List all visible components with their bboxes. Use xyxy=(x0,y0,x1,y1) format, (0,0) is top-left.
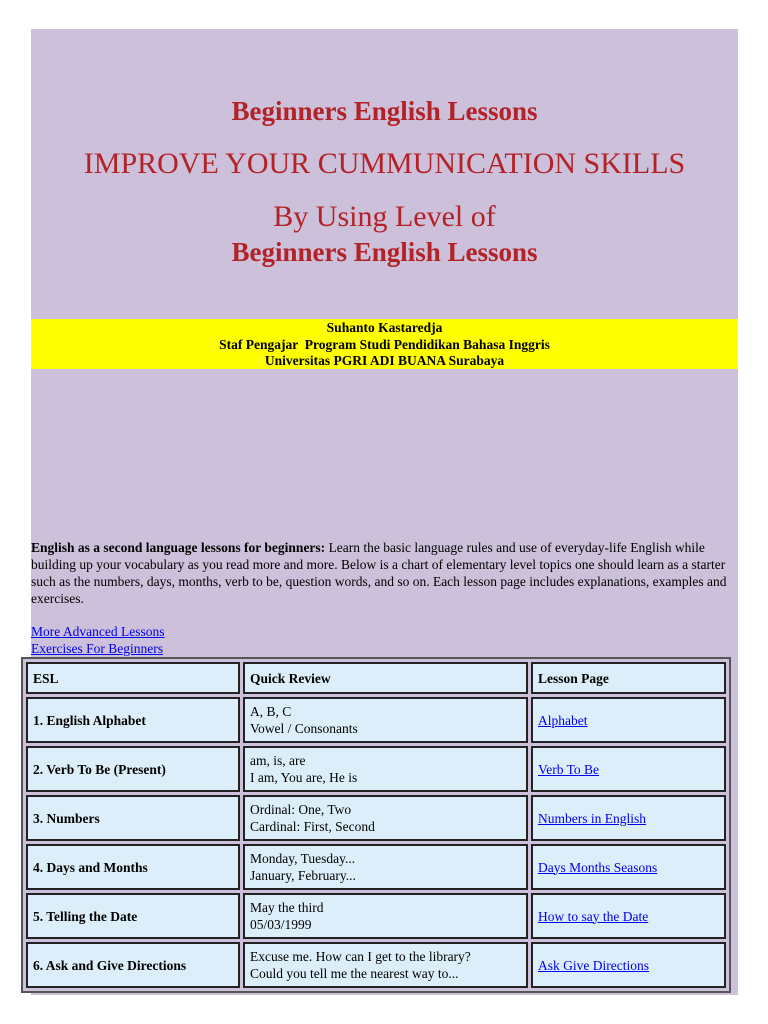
exercises-link[interactable]: Exercises For Beginners xyxy=(31,641,163,656)
lesson-link-numbers[interactable]: Numbers in English xyxy=(538,810,646,826)
review-line: Ordinal: One, Two xyxy=(250,802,352,817)
review-line: 05/03/1999 xyxy=(250,917,312,932)
review-line: Excuse me. How can I get to the library? xyxy=(250,949,471,964)
review-line: Monday, Tuesday... xyxy=(250,851,356,866)
author-university: Universitas PGRI ADI BUANA Surabaya xyxy=(264,353,505,368)
lesson-page-cell xyxy=(531,795,726,841)
lesson-page-cell xyxy=(531,746,726,792)
esl-cell: 4. Days and Months xyxy=(26,844,240,890)
lesson-page-cell xyxy=(531,942,726,988)
table-row xyxy=(26,942,726,988)
title-line-3: By Using Level of xyxy=(273,200,496,233)
esl-cell: 1. English Alphabet xyxy=(26,697,240,743)
title-line-1: Beginners English Lessons xyxy=(231,96,538,126)
table-row xyxy=(26,795,726,841)
lesson-links xyxy=(31,623,164,657)
quick-review-cell xyxy=(243,697,528,743)
quick-review-cell xyxy=(243,942,528,988)
author-name: Suhanto Kastaredja xyxy=(326,320,443,335)
document-page xyxy=(31,29,738,995)
esl-cell: 3. Numbers xyxy=(26,795,240,841)
author-position: Staf Pengajar Program Studi Pendidikan Bahasa Inggris xyxy=(219,336,550,352)
header-esl: ESL xyxy=(26,662,240,694)
quick-review-cell xyxy=(243,893,528,939)
quick-review-cell xyxy=(243,795,528,841)
title-line-4: Beginners English Lessons xyxy=(231,237,538,267)
table-row xyxy=(26,746,726,792)
author-band xyxy=(31,319,738,369)
lessons-table xyxy=(21,657,731,993)
lesson-page-cell xyxy=(531,697,726,743)
review-line: January, February... xyxy=(250,868,356,883)
table-row xyxy=(26,844,726,890)
table-header-row xyxy=(26,662,726,694)
lesson-link-directions[interactable]: Ask Give Directions xyxy=(538,957,649,973)
intro-lead: English as a second language lessons for beginners: xyxy=(31,540,326,555)
lesson-link-date[interactable]: How to say the Date xyxy=(538,908,649,924)
table-row xyxy=(26,893,726,939)
title-line-2: IMPROVE YOUR CUMMUNICATION SKILLS xyxy=(83,147,686,180)
lesson-link-verb-to-be[interactable]: Verb To Be xyxy=(538,761,600,777)
review-line: I am, You are, He is xyxy=(250,770,358,785)
esl-cell: 2. Verb To Be (Present) xyxy=(26,746,240,792)
esl-cell: 6. Ask and Give Directions xyxy=(26,942,240,988)
lesson-link-days-months[interactable]: Days Months Seasons xyxy=(538,859,658,875)
review-line: Vowel / Consonants xyxy=(250,721,358,736)
lesson-link-alphabet[interactable]: Alphabet xyxy=(538,712,588,728)
review-line: May the third xyxy=(250,900,324,915)
advanced-lessons-link[interactable]: More Advanced Lessons xyxy=(31,624,165,639)
review-line: A, B, C xyxy=(250,704,292,719)
review-line: Could you tell me the nearest way to... xyxy=(250,966,459,981)
lesson-page-cell xyxy=(531,844,726,890)
lesson-page-cell xyxy=(531,893,726,939)
intro-body: Learn the basic language rules and use of everyday-life English while building up your vocabulary as you read more and more. Below is a chart of elementary level topics one should learn as a starter such as the numbers, days, months, verb to be, question words, and so on. Each lesson page includes explanations, examples and exercises. xyxy=(31,540,727,606)
header-lesson-page: Lesson Page xyxy=(531,662,726,694)
header-quick-review: Quick Review xyxy=(243,662,528,694)
quick-review-cell xyxy=(243,746,528,792)
review-line: am, is, are xyxy=(250,753,306,768)
table-row xyxy=(26,697,726,743)
quick-review-cell xyxy=(243,844,528,890)
intro-paragraph xyxy=(31,539,738,607)
esl-cell: 5. Telling the Date xyxy=(26,893,240,939)
review-line: Cardinal: First, Second xyxy=(250,819,375,834)
